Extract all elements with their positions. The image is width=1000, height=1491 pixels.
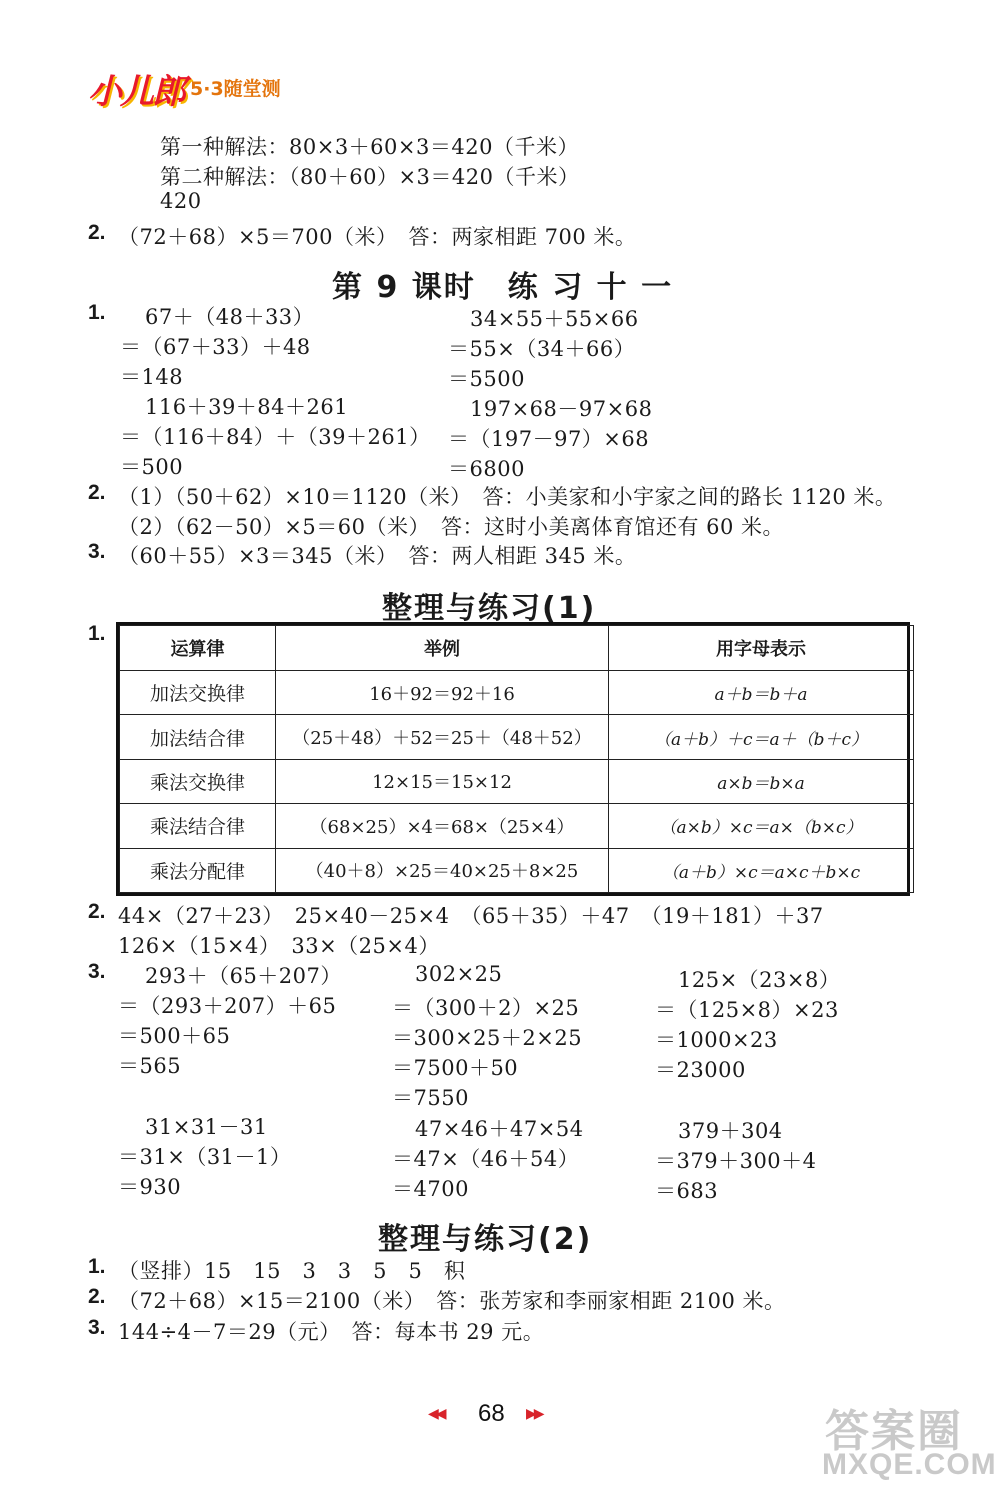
calc-line: 67＋（48＋33） xyxy=(145,305,315,329)
calc-line: 47×46＋47×54 xyxy=(415,1117,584,1141)
table-cell: 乘法分配律 xyxy=(120,848,276,892)
table-header-cell: 用字母表示 xyxy=(609,626,914,671)
watermark-url: MXQE.COM xyxy=(822,1448,997,1481)
calc-line: 31×31－31 xyxy=(145,1115,268,1139)
question-number: 2. xyxy=(88,221,106,244)
calc-line: 34×55＋55×66 xyxy=(470,307,639,331)
calc-line: ＝（197－97）×68 xyxy=(448,427,650,451)
table-cell: （68×25）×4＝68×（25×4） xyxy=(276,804,609,848)
table-cell: 乘法交换律 xyxy=(120,759,276,803)
question-text: 144÷4－7＝29（元） 答：每本书 29 元。 xyxy=(118,1320,545,1344)
calc-line: ＝500＋65 xyxy=(118,1024,231,1048)
question-number: 1. xyxy=(88,622,106,645)
page-number: 68 xyxy=(478,1400,505,1427)
table-cell: 乘法结合律 xyxy=(120,804,276,848)
calc-line: ＝（293＋207）＋65 xyxy=(118,994,337,1018)
calc-line: ＝930 xyxy=(118,1175,182,1199)
answer-line: 420 xyxy=(160,189,202,213)
calc-line: ＝300×25＋2×25 xyxy=(392,1026,583,1050)
question-text: 44×（27＋23） 25×40－25×4 （65＋35）＋47 （19＋181）＋37 xyxy=(118,904,824,928)
question-text: （竖排）15 15 3 3 5 5 积 xyxy=(118,1259,466,1283)
calc-line: ＝31×（31－1） xyxy=(118,1145,292,1169)
calc-line: 302×25 xyxy=(415,962,503,986)
calc-line: ＝7550 xyxy=(392,1086,469,1110)
calc-line: ＝7500＋50 xyxy=(392,1056,519,1080)
calc-line: ＝47×（46＋54） xyxy=(392,1147,580,1171)
table-header-cell: 运算律 xyxy=(120,626,276,671)
table-row xyxy=(120,804,914,848)
calc-line: ＝148 xyxy=(120,365,184,389)
question-text: 126×（15×4） 33×（25×4） xyxy=(118,934,440,958)
table-cell: （25＋48）＋52＝25＋（48＋52） xyxy=(276,715,609,759)
calc-line: 197×68－97×68 xyxy=(470,397,653,421)
table-row xyxy=(120,848,914,892)
calc-line: 379＋304 xyxy=(678,1119,783,1143)
calc-line: ＝500 xyxy=(120,455,184,479)
table-cell: （a×b）×c＝a×（b×c） xyxy=(609,804,914,848)
calc-line: ＝（116＋84）＋（39＋261） xyxy=(120,425,431,449)
calc-line: ＝1000×23 xyxy=(655,1028,778,1052)
calc-line: ＝5500 xyxy=(448,367,525,391)
calc-line: 116＋39＋84＋261 xyxy=(145,395,349,419)
calc-line: 125×（23×8） xyxy=(678,968,841,992)
watermark: 答案圈 xyxy=(825,1406,963,1457)
brand-subtitle: 5·3随堂测 xyxy=(190,78,281,100)
question-text: （72＋68）×5＝700（米） 答：两家相距 700 米。 xyxy=(118,225,637,249)
question-number: 1. xyxy=(88,301,106,324)
question-number: 3. xyxy=(88,1316,106,1339)
question-number: 3. xyxy=(88,540,106,563)
question-number: 1. xyxy=(88,1255,106,1278)
question-text: （1）（50＋62）×10＝1120（米） 答：小美家和小宇家之间的路长 1120 米。 xyxy=(118,485,897,509)
solution-line: 第一种解法：80×3＋60×3＝420（千米） xyxy=(160,135,579,159)
calc-line: 293＋（65＋207） xyxy=(145,964,342,988)
calc-line: ＝（300＋2）×25 xyxy=(392,996,580,1020)
table-cell: 加法结合律 xyxy=(120,715,276,759)
prev-page-icon: ◀◀ xyxy=(428,1406,444,1422)
section-title: 整理与练习(1) xyxy=(382,591,597,626)
question-text: （2）（62－50）×5＝60（米） 答：这时小美离体育馆还有 60 米。 xyxy=(118,515,785,539)
calc-line: ＝23000 xyxy=(655,1058,746,1082)
table-cell: 加法交换律 xyxy=(120,671,276,715)
calc-line: ＝（67＋33）＋48 xyxy=(120,335,311,359)
table-cell: 12×15＝15×12 xyxy=(276,759,609,803)
table-cell: a＋b＝b＋a xyxy=(609,671,914,715)
calc-line: ＝565 xyxy=(118,1054,182,1078)
question-number: 2. xyxy=(88,900,106,923)
table-cell: （a＋b）＋c＝a＋（b＋c） xyxy=(609,715,914,759)
question-text: （72＋68）×15＝2100（米） 答：张芳家和李丽家相距 2100 米。 xyxy=(118,1289,786,1313)
question-number: 3. xyxy=(88,960,106,983)
table-cell: 16＋92＝92＋16 xyxy=(276,671,609,715)
table-cell: a×b＝b×a xyxy=(609,759,914,803)
calc-line: ＝683 xyxy=(655,1179,719,1203)
operation-laws-table xyxy=(116,622,910,896)
calc-line: ＝6800 xyxy=(448,457,525,481)
table-row xyxy=(120,715,914,759)
table-row xyxy=(120,759,914,803)
calc-line: ＝（125×8）×23 xyxy=(655,998,839,1022)
brand-logo: 小儿郎 xyxy=(88,72,184,112)
calc-line: ＝379＋300＋4 xyxy=(655,1149,817,1173)
next-page-icon: ▶▶ xyxy=(526,1406,542,1422)
table-header-cell: 举例 xyxy=(276,626,609,671)
calc-line: ＝4700 xyxy=(392,1177,469,1201)
question-number: 2. xyxy=(88,1285,106,1308)
solution-line: 第二种解法：（80＋60）×3＝420（千米） xyxy=(160,165,580,189)
section-title: 第 9 课时 练 习 十 一 xyxy=(332,270,674,305)
table-row xyxy=(120,671,914,715)
calc-line: ＝55×（34＋66） xyxy=(448,337,636,361)
question-text: （60＋55）×3＝345（米） 答：两人相距 345 米。 xyxy=(118,544,637,568)
table-header-row xyxy=(120,626,914,671)
section-title: 整理与练习(2) xyxy=(378,1222,593,1257)
table-cell: （40＋8）×25＝40×25＋8×25 xyxy=(276,848,609,892)
table-cell: （a＋b）×c＝a×c＋b×c xyxy=(609,848,914,892)
question-number: 2. xyxy=(88,481,106,504)
